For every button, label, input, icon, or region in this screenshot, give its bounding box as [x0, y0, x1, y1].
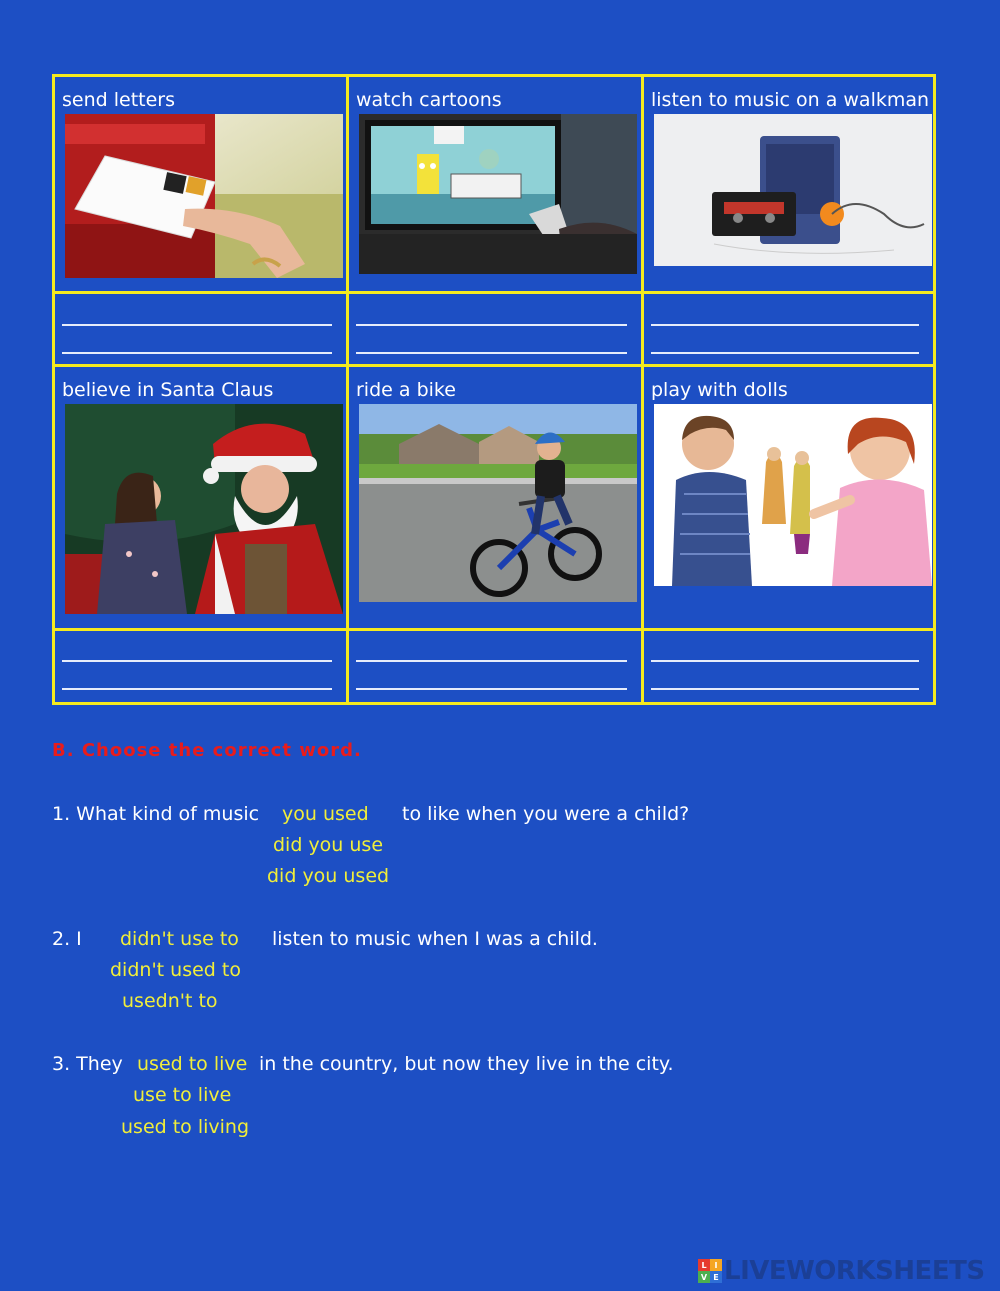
activity-cell-watch-cartoons — [349, 77, 644, 294]
activity-label: watch cartoons — [356, 89, 502, 111]
answer-line[interactable] — [356, 660, 627, 662]
question-2-option-2[interactable]: didn't used to — [110, 959, 241, 981]
brand-name: LIVEWORKSHEETS — [724, 1256, 985, 1286]
tv-cartoon-photo — [359, 114, 637, 274]
answer-line[interactable] — [62, 688, 332, 690]
boy-riding-bike-photo — [359, 404, 637, 602]
answer-line[interactable] — [651, 660, 919, 662]
question-3-after: in the country, but now they live in the city. — [259, 1053, 674, 1075]
answer-line[interactable] — [62, 324, 332, 326]
question-3-option-2[interactable]: use to live — [133, 1084, 232, 1106]
section-b-title: B. Choose the correct word. — [52, 740, 362, 761]
activity-label: listen to music on a walkman — [651, 89, 930, 111]
question-1-text: 1. What kind of music — [52, 803, 260, 825]
logo-letter: E — [710, 1271, 722, 1283]
question-2-option-3[interactable]: usedn't to — [122, 990, 218, 1012]
answer-line[interactable] — [651, 352, 919, 354]
activity-label: play with dolls — [651, 379, 788, 401]
answer-cell[interactable] — [644, 631, 933, 702]
answer-line[interactable] — [62, 352, 332, 354]
live-logo-icon — [698, 1259, 722, 1283]
answer-line[interactable] — [356, 324, 627, 326]
logo-letter: I — [710, 1259, 722, 1271]
answer-cell[interactable] — [349, 631, 644, 702]
children-with-dolls-photo — [654, 404, 932, 586]
question-3-option-1[interactable]: used to live — [137, 1053, 248, 1075]
activity-label: ride a bike — [356, 379, 456, 401]
answer-line[interactable] — [651, 688, 919, 690]
liveworksheets-logo[interactable] — [698, 1256, 985, 1286]
question-2-option-1[interactable]: didn't use to — [120, 928, 239, 950]
activity-cell-santa — [55, 367, 349, 631]
answer-line[interactable] — [356, 688, 627, 690]
question-2-text: 2. I — [52, 928, 82, 950]
answer-line[interactable] — [651, 324, 919, 326]
mailbox-letter-photo — [65, 114, 343, 278]
answer-line[interactable] — [356, 352, 627, 354]
question-1-option-1[interactable]: you used — [282, 803, 369, 825]
logo-letter: V — [698, 1271, 710, 1283]
question-3-text: 3. They — [52, 1053, 123, 1075]
question-1-after: to like when you were a child? — [402, 803, 690, 825]
answer-cell[interactable] — [349, 294, 644, 367]
activity-label: send letters — [62, 89, 175, 111]
question-1-option-3[interactable]: did you used — [267, 865, 390, 887]
question-1-option-2[interactable]: did you use — [273, 834, 384, 856]
santa-claus-photo — [65, 404, 343, 614]
activity-cell-send-letters — [55, 77, 349, 294]
answer-cell[interactable] — [644, 294, 933, 367]
question-2-after: listen to music when I was a child. — [272, 928, 598, 950]
activity-grid — [52, 74, 936, 705]
activity-cell-walkman — [644, 77, 933, 294]
logo-letter: L — [698, 1259, 710, 1271]
activity-cell-bike — [349, 367, 644, 631]
walkman-photo — [654, 114, 932, 266]
answer-cell[interactable] — [55, 631, 349, 702]
question-3-option-3[interactable]: used to living — [121, 1116, 250, 1138]
activity-cell-dolls — [644, 367, 933, 631]
activity-label: believe in Santa Claus — [62, 379, 274, 401]
answer-line[interactable] — [62, 660, 332, 662]
answer-cell[interactable] — [55, 294, 349, 367]
